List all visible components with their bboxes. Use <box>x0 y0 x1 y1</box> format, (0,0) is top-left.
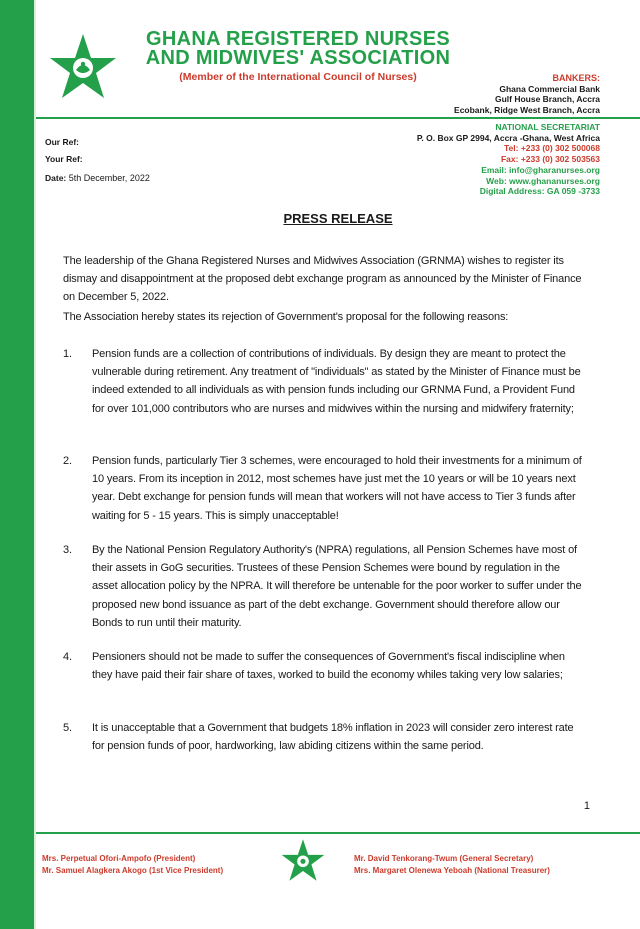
org-subtitle: (Member of the International Council of Nurses) <box>179 71 417 83</box>
bankers-line1: Ghana Commercial Bank <box>499 83 600 94</box>
footer-officers-left <box>42 853 223 877</box>
list-item <box>63 452 583 525</box>
item-number: 5. <box>63 722 72 734</box>
org-name-line1: GHANA REGISTERED NURSES <box>146 28 450 50</box>
footer-divider <box>36 832 640 834</box>
title-text: PRESS RELEASE <box>283 211 393 226</box>
secretariat-heading: NATIONAL SECRETARIAT <box>495 122 600 132</box>
list-item <box>63 648 583 684</box>
footer-star-logo-icon <box>280 838 326 882</box>
item-text: It is unacceptable that a Government that budgets 18% inflation in 2023 will consider zero interest rate for pension funds of poor, hardworking, law abiding citizens within the same period. <box>92 722 574 753</box>
date-line <box>45 173 150 183</box>
press-release-title <box>36 211 640 226</box>
grnma-star-logo-icon <box>48 32 118 100</box>
postal-address: P. O. Box GP 2994, Accra -Ghana, West Africa <box>416 132 600 143</box>
email: Email: info@gharanurses.org <box>481 164 600 175</box>
item-number: 3. <box>63 544 72 556</box>
reference-block <box>45 134 83 168</box>
website: Web: www.ghananurses.org <box>486 175 600 186</box>
org-name-line2: AND MIDWIVES' ASSOCIATION <box>145 47 451 69</box>
contact-block <box>417 122 600 197</box>
your-ref-label: Your Ref: <box>45 154 83 164</box>
footer-officers-right <box>354 853 550 877</box>
lead-paragraph: The Association hereby states its rejection of Government's proposal for the following reasons: <box>63 311 509 323</box>
list-item <box>63 541 583 632</box>
treasurer-name: Mrs. Margaret Olenewa Yeboah (National Treasurer) <box>354 866 550 875</box>
item-text: By the National Pension Regulatory Authority's (NPRA) regulations, all Pension Schemes have most of their assets in GoG securities. Trustees of these Pension Schemes were bound by regulation in the asset allocation policy by the NPRA. It will therefore be untenable for the poor worker to suffer under the proposed new bond issuance as part of the debt exchange. Government should therefore allow our Bonds to run until their maturity. <box>92 544 582 629</box>
letterhead-page <box>36 0 640 929</box>
item-number: 1. <box>63 348 72 360</box>
bankers-line3: Ecobank, Ridge West Branch, Accra <box>454 104 600 115</box>
digital-address: Digital Address: GA 059 -3733 <box>479 186 600 197</box>
our-ref-label: Our Ref: <box>45 137 79 147</box>
green-sidebar <box>0 0 34 929</box>
bankers-heading: BANKERS: <box>552 73 600 83</box>
vice-president-name: Mr. Samuel Alagkera Akogo (1st Vice President) <box>42 866 224 875</box>
president-name: Mrs. Perpetual Ofori-Ampofo (President) <box>42 854 196 863</box>
date-value: 5th December, 2022 <box>68 173 150 183</box>
organization-name <box>128 30 468 68</box>
date-label: Date: <box>45 173 67 183</box>
item-text: Pension funds are a collection of contributions of individuals. By design they are meant to protect the vulnerable during retirement. Any treatment of "individuals" as stated by the Minister of Finance must be indeed extended to all individuals as with pension funds including our GRNMA Fund, a Provident Fund for over 101,000 contributors who are nurses and midwives within the nursing and midwifery fraternity; <box>92 348 581 415</box>
header-divider <box>36 117 640 119</box>
item-text: Pensioners should not be made to suffer the consequences of Government's fiscal indiscipline when they have paid their fair share of taxes, worked to build the economy whiles taking very low salaries; <box>92 651 565 682</box>
item-number: 2. <box>63 455 72 467</box>
intro-paragraph: The leadership of the Ghana Registered Nurses and Midwives Association (GRNMA) wishes to register its dismay and disappointment at the proposed debt exchange program as announced by the Minister of Finance on December 5, 2022. <box>63 255 582 303</box>
page-number: 1 <box>583 800 590 812</box>
fax: Fax: +233 (0) 302 503563 <box>500 154 600 165</box>
telephone: Tel: +233 (0) 302 500068 <box>503 143 600 154</box>
bankers-line2: Gulf House Branch, Accra <box>494 94 600 104</box>
item-text: Pension funds, particularly Tier 3 schemes, were encouraged to hold their investments for a minimum of 10 years. From its inception in 2012, most schemes have just met the 10 years or will be 10 years next year. Debt exchange for pension funds will mean that workers will not have access to Tier 3 funds after waiting for 5 - 15 years. This is simply unacceptable! <box>92 455 582 522</box>
bankers-block <box>454 73 600 115</box>
list-item <box>63 719 583 755</box>
general-secretary-name: Mr. David Tenkorang-Twum (General Secretary) <box>354 854 534 863</box>
item-number: 4. <box>63 651 72 663</box>
list-item <box>63 345 583 418</box>
